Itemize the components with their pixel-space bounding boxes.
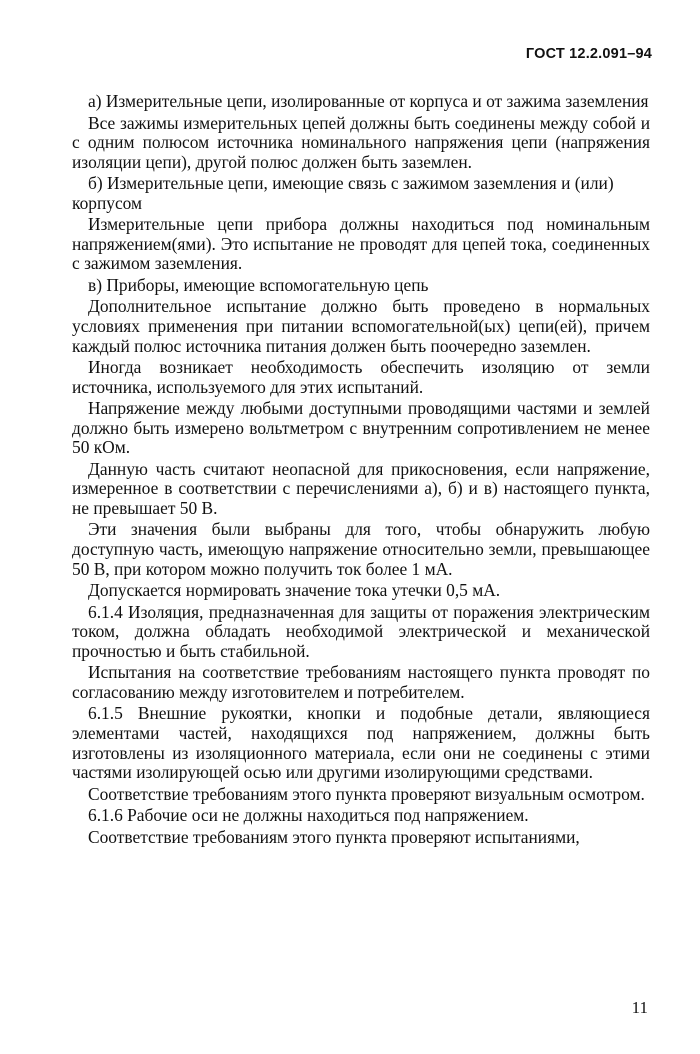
paragraph: Иногда возникает необходимость обеспечить изоляцию от земли источника, используемого для этих испытаний. <box>72 357 650 397</box>
clause-6-1-5: 6.1.5 Внешние рукоятки, кнопки и подобные детали, являющиеся элементами частей, находящихся под напряжением, должны быть изготовлены из изоляционного материала, если они не соединены с этими частями изолирующей осью или другими изолирующими средствами. <box>72 703 650 783</box>
page-number: 11 <box>631 998 648 1017</box>
paragraph: Эти значения были выбраны для того, чтобы обнаружить любую доступную часть, имеющую напряжение относительно земли, превышающее 50 В, при котором можно получить ток более 1 мА. <box>72 519 650 579</box>
body-text <box>72 92 650 849</box>
item-b-heading: б) Измерительные цепи, имеющие связь с зажимом заземления и (или) корпусом <box>72 173 614 213</box>
paragraph: Испытания на соответствие требованиям настоящего пункта проводят по согласованию между изготовителем и потребителем. <box>72 662 650 702</box>
paragraph: Измерительные цепи прибора должны находиться под номинальным напряжением(ями). Это испытание не проводят для цепей тока, соединенных с зажимом заземления. <box>72 214 650 274</box>
item-c-heading: в) Приборы, имеющие вспомогательную цепь <box>88 274 429 295</box>
item-a-heading: а) Измерительные цепи, изолированные от корпуса и от зажима заземления <box>88 91 649 111</box>
clause-6-1-4: 6.1.4 Изоляция, предназначенная для защиты от поражения электрическим током, должна обладать необходимой электрической и механической прочностью и быть стабильной. <box>72 601 650 661</box>
paragraph: Соответствие требованиям этого пункта проверяют испытаниями, <box>88 826 580 847</box>
paragraph: Соответствие требованиям этого пункта проверяют визуальным осмотром. <box>88 783 645 804</box>
paragraph: Напряжение между любыми доступными проводящими частями и землей должно быть измерено вольтметром с внутренним сопротивлением не менее 50 кОм. <box>72 398 650 458</box>
paragraph: Все зажимы измерительных цепей должны быть соединены между собой и с одним полюсом источника номинального напряжения цепи (напряжения изоляции цепи), другой полюс должен быть заземлен. <box>72 112 650 172</box>
paragraph: Дополнительное испытание должно быть проведено в нормальных условиях применения при питании вспомогательной(ых) цепи(ей), причем каждый полюс источника питания должен быть поочередно заземлен. <box>72 296 650 356</box>
clause-6-1-6: 6.1.6 Рабочие оси не должны находиться под напряжением. <box>88 805 529 826</box>
paragraph: Допускается нормировать значение тока утечки 0,5 мА. <box>88 580 501 601</box>
paragraph: Данную часть считают неопасной для прикосновения, если напряжение, измеренное в соответствии с перечислениями а), б) и в) настоящего пункта, не превышает 50 В. <box>72 458 650 518</box>
standard-header: ГОСТ 12.2.091–94 <box>525 46 652 62</box>
